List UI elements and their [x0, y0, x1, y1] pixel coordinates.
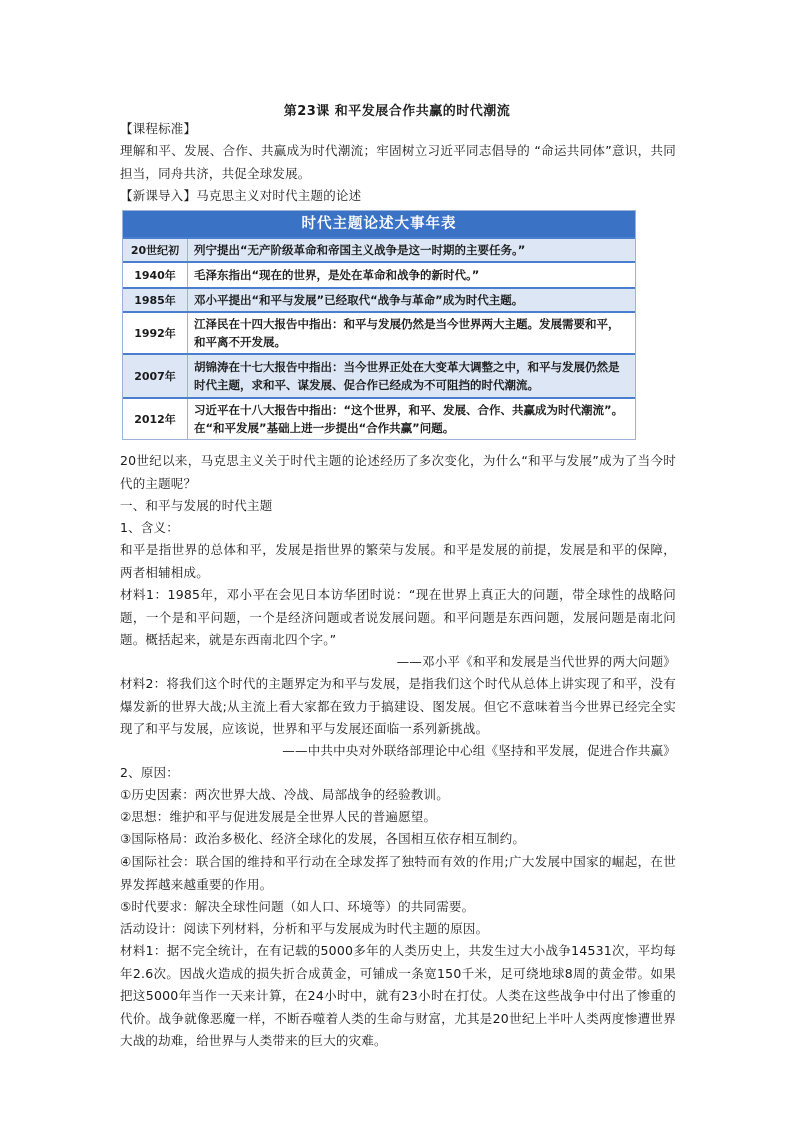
course-standard-text: 理解和平、发展、合作、共赢成为时代潮流；牢固树立习近平同志倡导的 “命运共同体”意识，共同担当，同舟共济，共促全球发展。 [120, 143, 676, 181]
reason-item: ①历史因素：两次世界大战、冷战、局部战争的经验教训。 [120, 787, 449, 802]
intro-heading: 【新课导入】马克思主义对时代主题的论述 [120, 188, 362, 203]
material-1-source: ——邓小平《和平和发展是当代世界的两大问题》 [396, 654, 676, 669]
table-row [123, 397, 635, 439]
activity-material-1: 材料1：据不完全统计，在有记载的5000多年的人类历史上，共发生过大小战争14531次，平均每年2.6次。因战火造成的损失折合成黄金，可铺成一条宽150千米，足可绕地球8周的黄金带。如果把这5000年当作一天来计算，在24小时中，就有23小时在打仗。人类在这些战争中付出了惨重的代价。战争就像恶魔一样，不断吞噬着人类的生命与财富，尤其是20世纪上半叶人类两度惨遭世界大战的劫难，给世界与人类带来的巨大的灾难。 [120, 943, 676, 1049]
part1-heading: 一、和平与发展的时代主题 [120, 498, 273, 513]
meaning-text: 和平是指世界的总体和平，发展是指世界的繁荣与发展。和平是发展的前提，发展是和平的保障，两者相辅相成。 [120, 542, 676, 580]
table-row-text: 邓小平提出“和平与发展”已经取代“战争与革命”成为时代主题。 [188, 289, 635, 311]
reason-item: ②思想：维护和平与促进发展是全世界人民的普遍愿望。 [120, 809, 437, 824]
table-row-year: 20世纪初 [123, 239, 188, 261]
table-row-year: 2007年 [123, 355, 188, 397]
table-row-text: 列宁提出“无产阶级革命和帝国主义战争是这一时期的主要任务。” [188, 239, 635, 261]
table-row-year: 1940年 [123, 263, 188, 287]
reason-heading: 2、原因： [120, 765, 179, 780]
table-row-year: 2012年 [123, 399, 188, 439]
timeline-table [122, 210, 636, 440]
table-row-text: 毛泽东指出“现在的世界，是处在革命和战争的新时代。” [194, 268, 480, 282]
table-row [123, 287, 635, 311]
material-1: 材料1：1985年，邓小平在会见日本访华团时说：“现在世界上真正大的问题，带全球性的战略问题，一个是和平问题，一个是经济问题或者说发展问题。和平问题是东西问题，发展问题是南北问题。概括起来，就是东西南北四个字。” [120, 587, 676, 648]
table-row [123, 311, 635, 353]
table-row-text: 胡锦涛在十七大报告中指出：当今世界正处在大变革大调整之中，和平与发展仍然是时代主题，求和平、谋发展、促合作已经成为不可阻挡的时代潮流。 [188, 355, 635, 397]
table-row [123, 261, 635, 287]
reason-item: ③国际格局：政治多极化、经济全球化的发展，各国相互依存相互制约。 [120, 831, 526, 846]
lesson-title: 第23课 和平发展合作共赢的时代潮流 [283, 104, 511, 119]
reason-item: ⑤时代要求：解决全球性问题（如人口、环境等）的共同需要。 [120, 899, 475, 914]
table-row-text: 习近平在十八大报告中指出：“这个世界，和平、发展、合作、共赢成为时代潮流”。在“和平发展”基础上进一步提出“合作共赢”问题。 [194, 403, 624, 435]
table-row [123, 353, 635, 397]
material-2: 材料2：将我们这个时代的主题界定为和平与发展，是指我们这个时代从总体上讲实现了和平，没有爆发新的世界大战;从主流上看大家都在致力于搞建设、图发展。但它不意味着当今世界已经完全实现了和平与发展，应该说，世界和平与发展还面临一系列新挑战。 [120, 676, 676, 737]
meaning-heading: 1、含义： [120, 520, 179, 535]
reason-item: ④国际社会：联合国的维持和平行动在全球发挥了独特而有效的作用;广大发展中国家的崛起，在世界发挥越来越重要的作用。 [120, 854, 676, 892]
table-row-text: 江泽民在十四大报告中指出：和平与发展仍然是当今世界两大主题。发展需要和平，和平离不开发展。 [194, 317, 620, 349]
timeline-table-title: 时代主题论述大事年表 [123, 211, 635, 237]
table-row [123, 237, 635, 261]
activity-design: 活动设计：阅读下列材料，分析和平与发展成为时代主题的原因。 [120, 921, 489, 936]
table-row-year: 1985年 [123, 289, 188, 311]
table-row-year: 1992年 [123, 313, 188, 353]
material-2-source: ——中共中央对外联络部理论中心组《坚持和平发展，促进合作共赢》 [282, 743, 676, 758]
intro-question: 20世纪以来，马克思主义关于时代主题的论述经历了多次变化，为什么“和平与发展”成为了当今时代的主题呢？ [120, 453, 676, 491]
course-standard-heading: 【课程标准】 [120, 121, 197, 136]
